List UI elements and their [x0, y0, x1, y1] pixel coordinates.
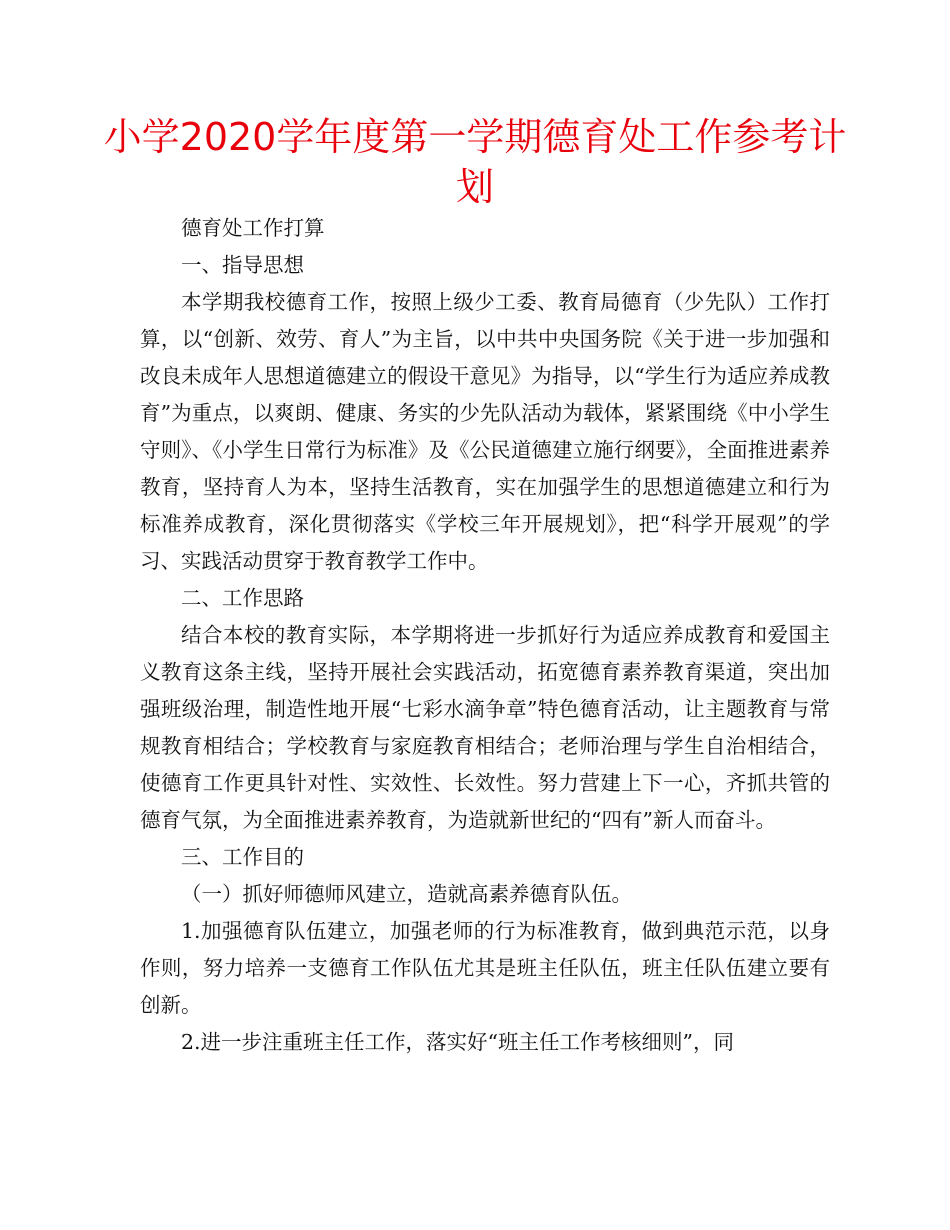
document-title: 小学2020学年度第一学期德育处工作参考计划: [103, 115, 847, 209]
paragraph-work-approach: 结合本校的教育实际，本学期将进一步抓好行为适应养成教育和爱国主义教育这条主线，坚持开展社会实践活动，拓宽德育素养教育渠道，突出加强班级治理，制造性地开展“七彩水滴争章”特色德育活动，让主题教育与常规教育相结合；学校教育与家庭教育相结合；老师治理与学生自治相结合，使德育工作更具针对性、实效性、长效性。努力营建上下一心，齐抓共管的德育气氛，为全面推进素养教育，为造就新世纪的“四有”新人而奋斗。: [140, 623, 830, 832]
paragraph-plan-heading: 德育处工作打算: [181, 216, 325, 240]
document-body: [140, 210, 830, 1061]
paragraph-item-1: 1.加强德育队伍建立，加强老师的行为标准教育，做到典范示范，以身作则，努力培养一支德育工作队伍尤其是班主任队伍，班主任队伍建立要有创新。: [140, 919, 830, 1017]
section-heading-work-goals: 三、工作目的: [181, 845, 304, 869]
subheading-teacher-ethics: （一）抓好师德师风建立，造就高素养德育队伍。: [181, 882, 632, 906]
paragraph-item-2: 2.进一步注重班主任工作，落实好“班主任工作考核细则”，同: [181, 1030, 735, 1054]
section-heading-guiding-thought: 一、指导思想: [181, 253, 304, 277]
paragraph-guiding-thought: 本学期我校德育工作，按照上级少工委、教育局德育（少先队）工作打算，以“创新、效劳、育人”为主旨，以中共中央国务院《关于进一步加强和改良未成年人思想道德建立的假设干意见》为指导，以“学生行为适应养成教育”为重点，以爽朗、健康、务实的少先队活动为载体，紧紧围绕《中小学生守则》、《小学生日常行为标准》及《公民道德建立施行纲要》，全面推进素养教育，坚持育人为本，坚持生活教育，实在加强学生的思想道德建立和行为标准养成教育，深化贯彻落实《学校三年开展规划》，把“科学开展观”的学习、实践活动贯穿于教育教学工作中。: [140, 290, 830, 573]
section-heading-work-approach: 二、工作思路: [181, 586, 304, 610]
